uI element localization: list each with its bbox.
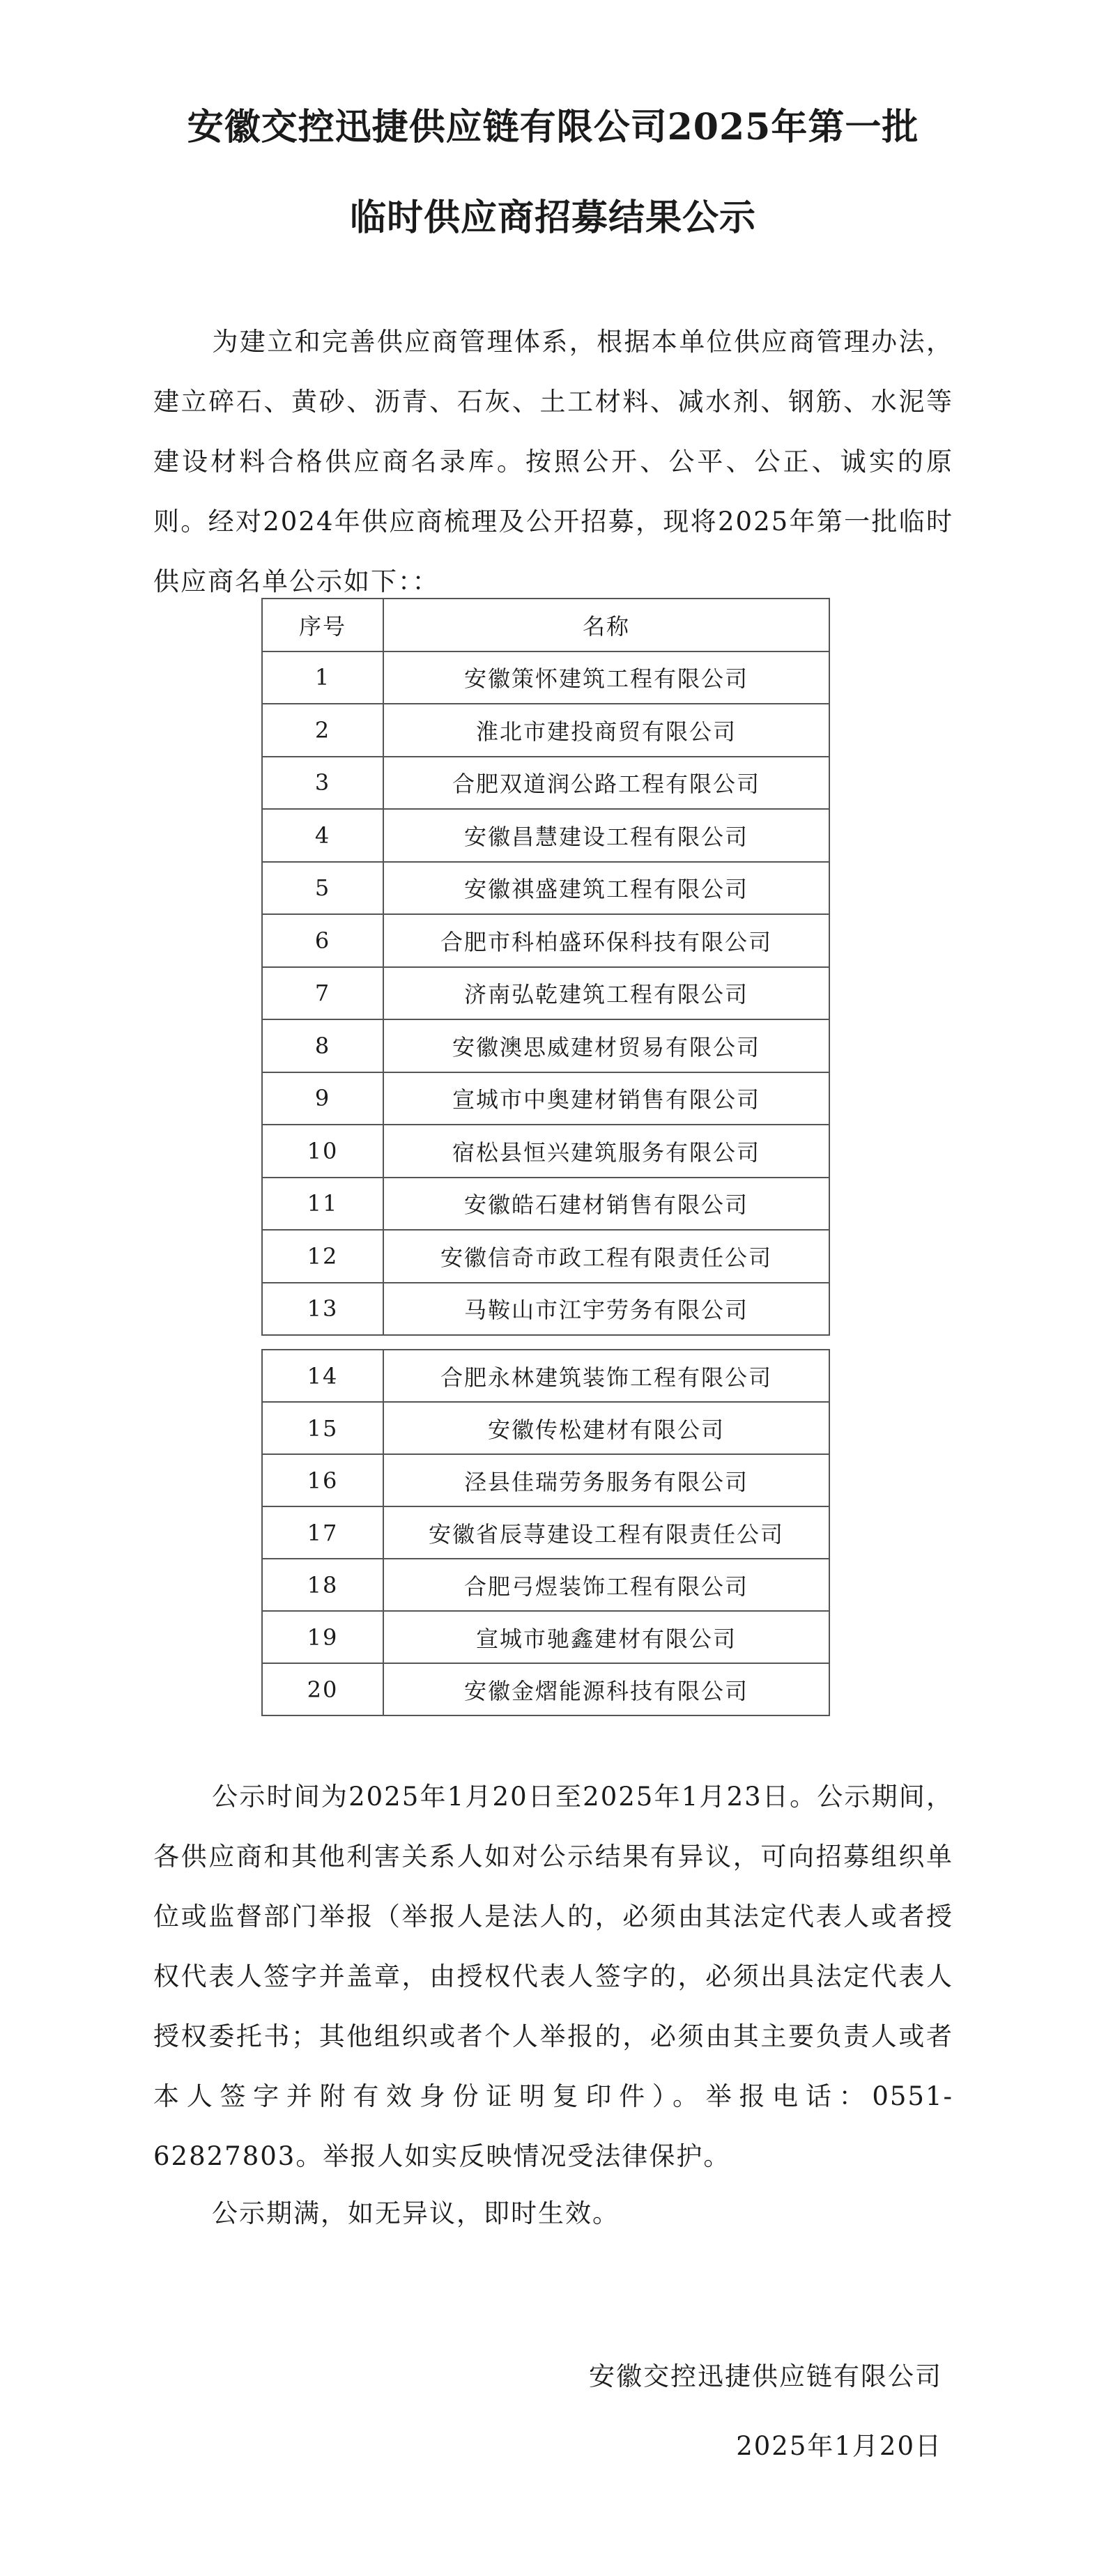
supplier-name: 济南弘乾建筑工程有限公司: [383, 967, 829, 1020]
row-number: 18: [262, 1559, 383, 1611]
row-number: 20: [262, 1663, 383, 1715]
row-number: 14: [262, 1350, 383, 1402]
row-number: 10: [262, 1125, 383, 1178]
table-row: [262, 809, 829, 862]
closing-paragraph: [153, 2184, 953, 2244]
supplier-name: 安徽省辰荨建设工程有限责任公司: [383, 1506, 829, 1559]
intro-paragraph: [153, 312, 953, 612]
table-row: [262, 704, 829, 757]
table-row: [262, 1072, 829, 1125]
notice-text: 公示时间为2025年1月20日至2025年1月23日。公示期间，各供应商和其他利害关系人如对公示结果有异议，可向招募组织单位或监督部门举报（举报人是法人的，必须由其法定代表人或者授权代表人签字并盖章，由授权代表人签字的，必须出具法定代表人授权委托书；其他组织或者个人举报的，必须由其主要负责人或者本人签字并附有效身份证明复印件）。举报电话：0551-62827803。举报人如实反映情况受法律保护。: [153, 1782, 953, 2171]
table-row: [262, 1125, 829, 1178]
row-number: 1: [262, 651, 383, 704]
table-row: [262, 1230, 829, 1283]
table-row: [262, 914, 829, 967]
supplier-name: 泾县佳瑞劳务服务有限公司: [383, 1454, 829, 1506]
supplier-name: 合肥弓煜装饰工程有限公司: [383, 1559, 829, 1611]
row-number: 12: [262, 1230, 383, 1283]
intro-text: 为建立和完善供应商管理体系，根据本单位供应商管理办法，建立碎石、黄砂、沥青、石灰、土工材料、减水剂、钢筋、水泥等建设材料合格供应商名录库。按照公开、公平、公正、诚实的原则。经对2024年供应商梳理及公开招募，现将2025年第一批临时供应商名单公示如下：：: [153, 327, 953, 596]
supplier-name: 马鞍山市江宇劳务有限公司: [383, 1283, 829, 1336]
row-number: 13: [262, 1283, 383, 1336]
row-number: 2: [262, 704, 383, 757]
table-row: [262, 967, 829, 1020]
supplier-name: 安徽昌慧建设工程有限公司: [383, 809, 829, 862]
table-row: [262, 1559, 829, 1611]
supplier-name: 合肥永林建筑装饰工程有限公司: [383, 1350, 829, 1402]
row-number: 5: [262, 862, 383, 915]
document-title-line-2: 临时供应商招募结果公示: [349, 196, 756, 239]
supplier-table-body-2: [262, 1350, 829, 1715]
closing-text: 公示期满，如无异议，即时生效。: [212, 2198, 620, 2228]
supplier-table-part-2: [261, 1349, 830, 1716]
supplier-name: 安徽澳思威建材贸易有限公司: [383, 1019, 829, 1072]
supplier-name: 宿松县恒兴建筑服务有限公司: [383, 1125, 829, 1178]
table-row: [262, 1663, 829, 1715]
row-number: 4: [262, 809, 383, 862]
table-row: [262, 1283, 829, 1336]
table-header-row: [262, 599, 829, 651]
supplier-name: 安徽金熠能源科技有限公司: [383, 1663, 829, 1715]
header-name: 名称: [383, 599, 829, 651]
document-title-line-1: 安徽交控迅捷供应链有限公司2025年第一批: [187, 106, 919, 148]
supplier-name: 宣城市中奥建材销售有限公司: [383, 1072, 829, 1125]
supplier-table-body-1: [262, 651, 829, 1336]
row-number: 8: [262, 1019, 383, 1072]
row-number: 6: [262, 914, 383, 967]
notice-paragraph: [153, 1767, 953, 2186]
row-number: 19: [262, 1611, 383, 1663]
supplier-name: 合肥市科柏盛环保科技有限公司: [383, 914, 829, 967]
supplier-name: 合肥双道润公路工程有限公司: [383, 757, 829, 810]
table-row: [262, 757, 829, 810]
table-row: [262, 1350, 829, 1402]
header-number: 序号: [262, 599, 383, 651]
table-row: [262, 1402, 829, 1454]
table-row: [262, 1178, 829, 1231]
table-row: [262, 1506, 829, 1559]
supplier-table-part-1: [261, 598, 830, 1336]
table-row: [262, 1611, 829, 1663]
supplier-name: 安徽信奇市政工程有限责任公司: [383, 1230, 829, 1283]
supplier-name: 安徽传松建材有限公司: [383, 1402, 829, 1454]
table-row: [262, 651, 829, 704]
supplier-name: 安徽策怀建筑工程有限公司: [383, 651, 829, 704]
supplier-name: 宣城市驰鑫建材有限公司: [383, 1611, 829, 1663]
row-number: 3: [262, 757, 383, 810]
row-number: 11: [262, 1178, 383, 1231]
row-number: 9: [262, 1072, 383, 1125]
supplier-name: 安徽祺盛建筑工程有限公司: [383, 862, 829, 915]
signature-date: 2025年1月20日: [736, 2431, 942, 2461]
row-number: 16: [262, 1454, 383, 1506]
supplier-name: 安徽皓石建材销售有限公司: [383, 1178, 829, 1231]
table-row: [262, 862, 829, 915]
table-row: [262, 1019, 829, 1072]
row-number: 15: [262, 1402, 383, 1454]
row-number: 7: [262, 967, 383, 1020]
row-number: 17: [262, 1506, 383, 1559]
signature-company: 安徽交控迅捷供应链有限公司: [589, 2361, 942, 2391]
table-row: [262, 1454, 829, 1506]
supplier-name: 淮北市建投商贸有限公司: [383, 704, 829, 757]
